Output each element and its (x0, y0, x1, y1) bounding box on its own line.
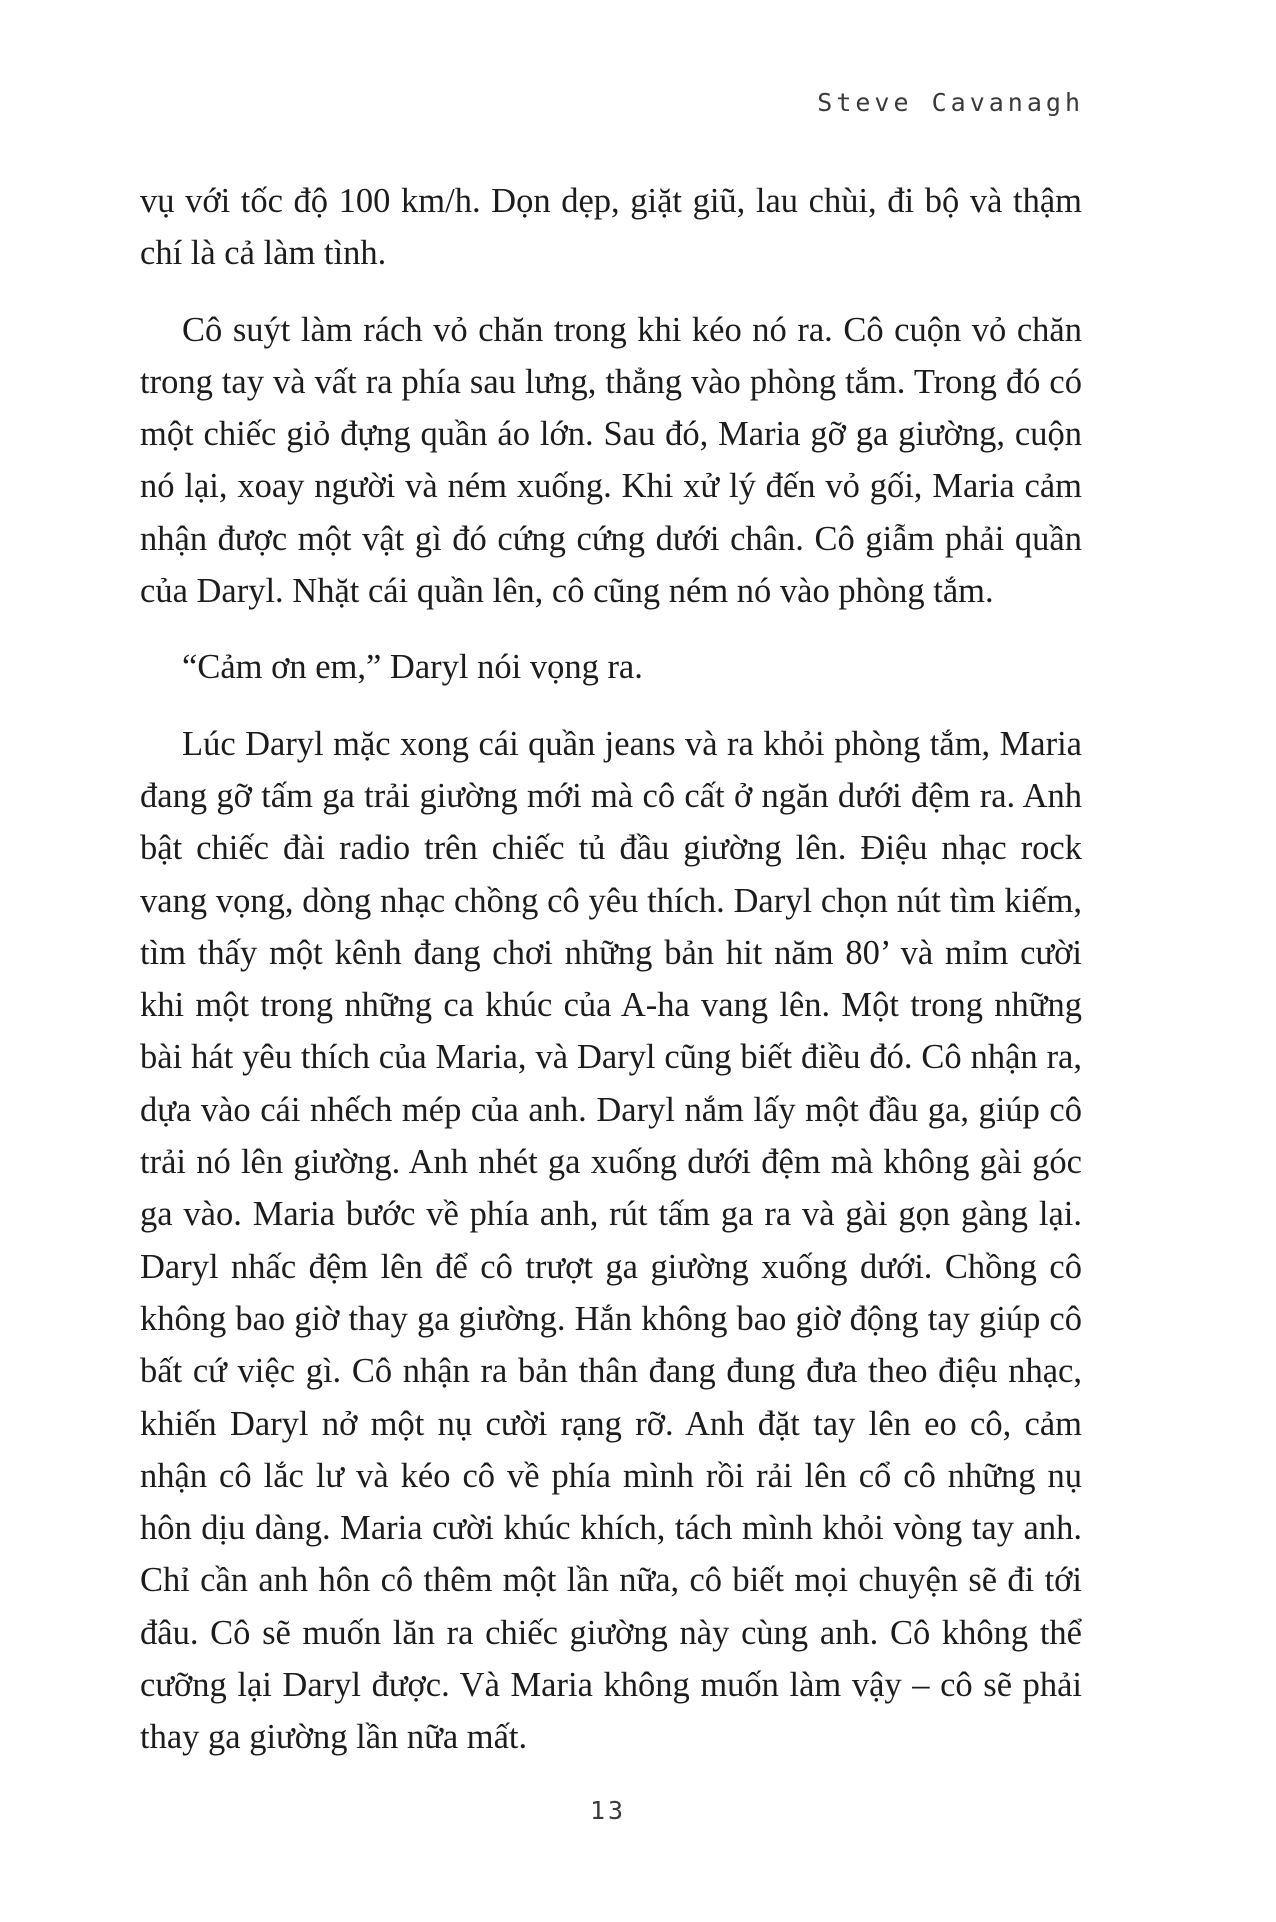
paragraph-continuation: vụ với tốc độ 100 km/h. Dọn dẹp, giặt giũ, lau chùi, đi bộ và thậm chí là cả làm tình. (140, 182, 1082, 273)
page-number: 13 (589, 1796, 627, 1825)
body-text (140, 175, 1082, 1788)
paragraph-dialogue: “Cảm ơn em,” Daryl nói vọng ra. (182, 648, 643, 687)
running-header-author: Steve Cavanagh (817, 88, 1084, 117)
paragraph: Lúc Daryl mặc xong cái quần jeans và ra khỏi phòng tắm, Maria đang gỡ tấm ga trải giường mới mà cô cất ở ngăn dưới đệm ra. Anh bật chiếc đài radio trên chiếc tủ đầu giường lên. Điệu nhạc rock vang vọng, dòng nhạc chồng cô yêu thích. Daryl chọn nút tìm kiếm, tìm thấy một kênh đang chơi những bản hit năm 80’ và mỉm cười khi một trong những ca khúc của A-ha vang lên. Một trong những bài hát yêu thích của Maria, và Daryl cũng biết điều đó. Cô nhận ra, dựa vào cái nhếch mép của anh. Daryl nắm lấy một đầu ga, giúp cô trải nó lên giường. Anh nhét ga xuống dưới đệm mà không gài góc ga vào. Maria bước về phía anh, rút tấm ga ra và gài gọn gàng lại. Daryl nhấc đệm lên để cô trượt ga giường xuống dưới. Chồng cô không bao giờ thay ga giường. Hắn không bao giờ động tay giúp cô bất cứ việc gì. Cô nhận ra bản thân đang đung đưa theo điệu nhạc, khiến Daryl nở một nụ cười rạng rỡ. Anh đặt tay lên eo cô, cảm nhận cô lắc lư và kéo cô về phía mình rồi rải lên cổ cô những nụ hôn dịu dàng. Maria cười khúc khích, tách mình khỏi vòng tay anh. Chỉ cần anh hôn cô thêm một lần nữa, cô biết mọi chuyện sẽ đi tới đâu. Cô sẽ muốn lăn ra chiếc giường này cùng anh. Cô không thể cưỡng lại Daryl được. Và Maria không muốn làm vậy – cô sẽ phải thay ga giường lần nữa mất. (140, 724, 1082, 1757)
paragraph: Cô suýt làm rách vỏ chăn trong khi kéo nó ra. Cô cuộn vỏ chăn trong tay và vất ra phía sau lưng, thẳng vào phòng tắm. Trong đó có một chiếc giỏ đựng quần áo lớn. Sau đó, Maria gỡ ga giường, cuộn nó lại, xoay người và ném xuống. Khi xử lý đến vỏ gối, Maria cảm nhận được một vật gì đó cứng cứng dưới chân. Cô giẫm phải quần của Daryl. Nhặt cái quần lên, cô cũng ném nó vào phòng tắm. (140, 310, 1082, 611)
